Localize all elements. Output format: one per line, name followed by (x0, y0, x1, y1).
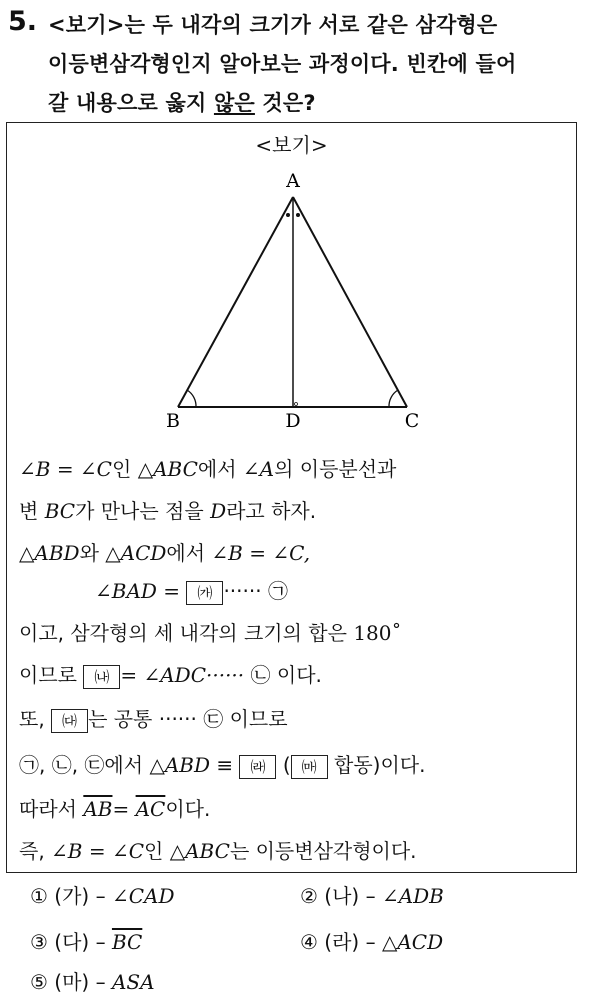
option-1[interactable] (30, 880, 174, 909)
proof-line-2 (19, 495, 316, 524)
text: ( (282, 753, 291, 777)
option-marker: ② (나) – (300, 884, 382, 908)
math: △ABD ≡ (149, 753, 234, 777)
blank-ma: ㈒ (291, 755, 328, 779)
text: 는 이등변삼각형이다. (229, 839, 417, 863)
option-answer: △ACD (381, 930, 444, 954)
math: = ∠ADC······ (120, 663, 245, 687)
text: 합동)이다. (327, 753, 426, 777)
option-answer: ∠ADB (381, 884, 444, 908)
angle-c-arc (389, 390, 398, 407)
option-2[interactable] (300, 880, 444, 909)
bogi-box (6, 122, 577, 873)
side-ab (178, 197, 293, 407)
proof-line-7 (19, 703, 288, 733)
proof-line-10 (19, 835, 417, 864)
math: ∠A (242, 457, 275, 481)
text: 즉, (19, 839, 52, 863)
blank-da: ㈐ (51, 709, 88, 733)
text: 에서 (166, 541, 212, 565)
point-label-a: A (286, 170, 300, 192)
question-stem-line-3 (48, 87, 316, 117)
bogi-title: <보기> (255, 133, 328, 157)
option-5[interactable] (30, 966, 155, 995)
question-stem-line-1: <보기>는 두 내각의 크기가 서로 같은 삼각형은 (48, 13, 498, 37)
option-marker: ④ (라) – (300, 930, 382, 954)
proof-line-9 (19, 793, 210, 822)
text: 인 (144, 839, 170, 863)
text: 는 공통 ······ ㉢ 이므로 (88, 707, 288, 731)
option-marker: ③ (다) – (30, 930, 112, 954)
text: 이므로 (19, 663, 84, 687)
text: 라고 하자. (226, 499, 317, 523)
text: 에서 (197, 457, 243, 481)
option-4[interactable] (300, 926, 443, 955)
point-label-b: B (166, 410, 180, 432)
text: 이고, 삼각형의 세 내각의 크기의 합은 (19, 621, 354, 645)
text: ······ ㉠ (223, 579, 288, 603)
blank-na: ㈏ (83, 665, 120, 689)
math: △ABC (169, 839, 230, 863)
segment-ac: $\overline{AC}$ (135, 797, 166, 821)
proof-line-3 (19, 537, 310, 566)
proof-line-6 (19, 659, 322, 689)
triangle-figure (7, 123, 578, 443)
option-marker: ① (가) – (30, 884, 112, 908)
segment-ab: $\overline{AB}$ (83, 797, 113, 821)
angle-mark-dot (296, 213, 300, 217)
stem-underlined-word: 않은 (213, 91, 255, 115)
option-answer: ASA (111, 970, 155, 994)
foot-mark (295, 403, 298, 406)
text: 따라서 (19, 797, 84, 821)
text: ㉡ 이다. (250, 663, 322, 687)
math: D (210, 499, 227, 523)
point-label-d: D (285, 410, 301, 432)
math: △ABC (137, 457, 198, 481)
text: 가 만나는 점을 (75, 499, 211, 523)
math: = (112, 797, 136, 821)
math: ∠B = ∠C, (211, 541, 311, 565)
point-label-c: C (404, 410, 420, 432)
side-ac (293, 197, 407, 407)
option-3[interactable] (30, 926, 142, 955)
option-marker: ⑤ (마) – (30, 970, 112, 994)
question-number: 5. (8, 6, 38, 37)
angle-b-arc (187, 390, 196, 407)
blank-ra: ㈑ (239, 755, 276, 779)
math: 180˚ (353, 621, 402, 645)
proof-line-8 (19, 749, 425, 779)
option-answer: ∠CAD (111, 884, 175, 908)
text: 와 (79, 541, 106, 565)
math: ∠B = ∠C (19, 457, 112, 481)
math: BC (44, 499, 76, 523)
text: ㉠, ㉡, ㉢에서 (19, 753, 150, 777)
text: 이다. (165, 797, 211, 821)
blank-ga: ㈎ (186, 581, 223, 605)
proof-line-4 (95, 575, 288, 605)
proof-line-5 (19, 617, 402, 646)
angle-mark-dot (286, 213, 290, 217)
text: 또, (19, 707, 52, 731)
math: ∠BAD = (95, 579, 181, 603)
stem-text: 것은? (254, 91, 316, 115)
math: △ABD (19, 541, 80, 565)
text: 의 이등분선과 (274, 457, 397, 481)
option-answer: $\overline{BC}$ (111, 930, 143, 954)
text: 변 (19, 499, 45, 523)
stem-text: 갈 내용으로 옳지 (48, 91, 214, 115)
math: △ACD (105, 541, 167, 565)
question-stem-line-2: 이등변삼각형인지 알아보는 과정이다. 빈칸에 들어 (48, 52, 517, 76)
text: 인 (112, 457, 138, 481)
proof-line-1 (19, 453, 396, 482)
math: ∠B = ∠C (51, 839, 145, 863)
